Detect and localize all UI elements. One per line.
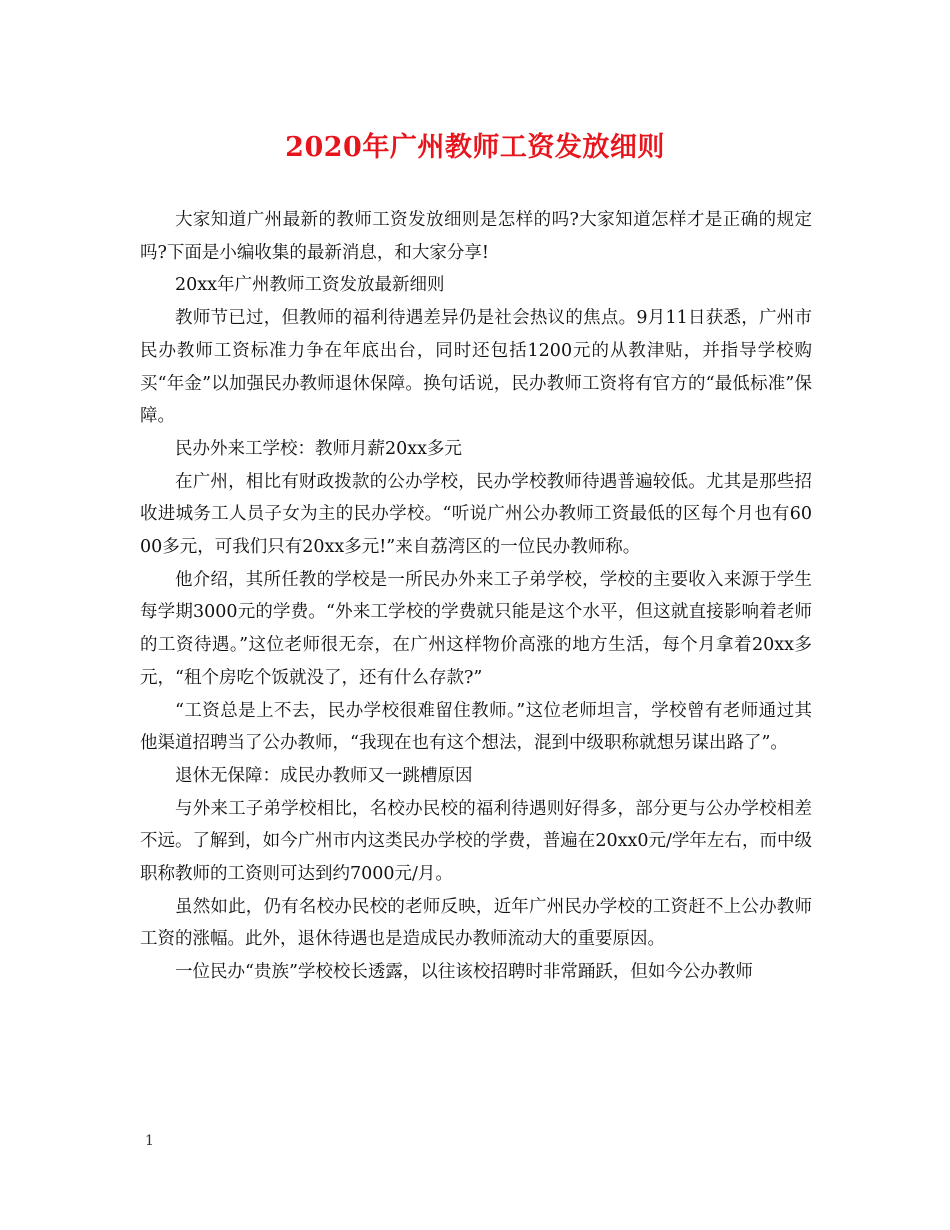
paragraph-principal: 一位民办“贵族”学校校长透露，以往该校招聘时非常踊跃，但如今公办教师: [175, 962, 753, 983]
paragraph-elite-schools: 与外来工子弟学校相比，名校办民校的福利待遇则好得多，部分更与公办学校相差不远。了解到，如今广州市内这类民办学校的学费，普遍在20xx0元/学年左右，而中级职称教师的工资则可达到约7000元/月。: [140, 798, 812, 885]
paragraph-teacher-account: 他介绍，其所任教的学校是一所民办外来工子弟学校，学校的主要收入来源于学生每学期3000元的学费。“外来工学校的学费就只能是这个水平，但这就直接影响着老师的工资待遇。”这位老师很无奈，在广州这样物价高涨的地方生活，每个月拿着20xx多元，“租个房吃个饭就没了，还有什么存款?”: [140, 569, 812, 688]
paragraph-retention: “工资总是上不去，民办学校很难留住教师。”这位老师坦言，学校曾有老师通过其他渠道招聘当了公办教师，“我现在也有这个想法，混到中级职称就想另谋出路了”。: [140, 700, 812, 754]
paragraph-salary-growth: 虽然如此，仍有名校办民校的老师反映，近年广州民办学校的工资赶不上公办教师工资的涨幅。此外，退休待遇也是造成民办教师流动大的重要原因。: [140, 896, 812, 950]
document-body: [140, 204, 812, 989]
page-number: 1: [145, 1133, 154, 1149]
subheading-latest-rules: 20xx年广州教师工资发放最新细则: [175, 275, 445, 296]
paragraph-intro: 大家知道广州最新的教师工资发放细则是怎样的吗?大家知道怎样才是正确的规定吗?下面是小编收集的最新消息，和大家分享!: [140, 210, 812, 263]
paragraph-private-school-pay: 在广州，相比有财政拨款的公办学校，民办学校教师待遇普遍较低。尤其是那些招收进城务工人员子女为主的民办学校。“听说广州公办教师工资最低的区每个月也有6000多元，可我们只有20xx多元!”来自荔湾区的一位民办教师称。: [140, 471, 812, 558]
page-title: 2020年广州教师工资发放细则: [285, 132, 665, 163]
subheading-migrant-schools: 民办外来工学校：教师月薪20xx多元: [175, 438, 463, 459]
paragraph-teachers-day: 教师节已过，但教师的福利待遇差异仍是社会热议的焦点。9月11日获悉，广州市民办教师工资标准力争在年底出台，同时还包括1200元的从教津贴，并指导学校购买“年金”以加强民办教师退休保障。换句话说，民办教师工资将有官方的“最低标准”保障。: [140, 308, 812, 427]
subheading-retirement: 退休无保障：成民办教师又一跳槽原因: [175, 765, 473, 786]
